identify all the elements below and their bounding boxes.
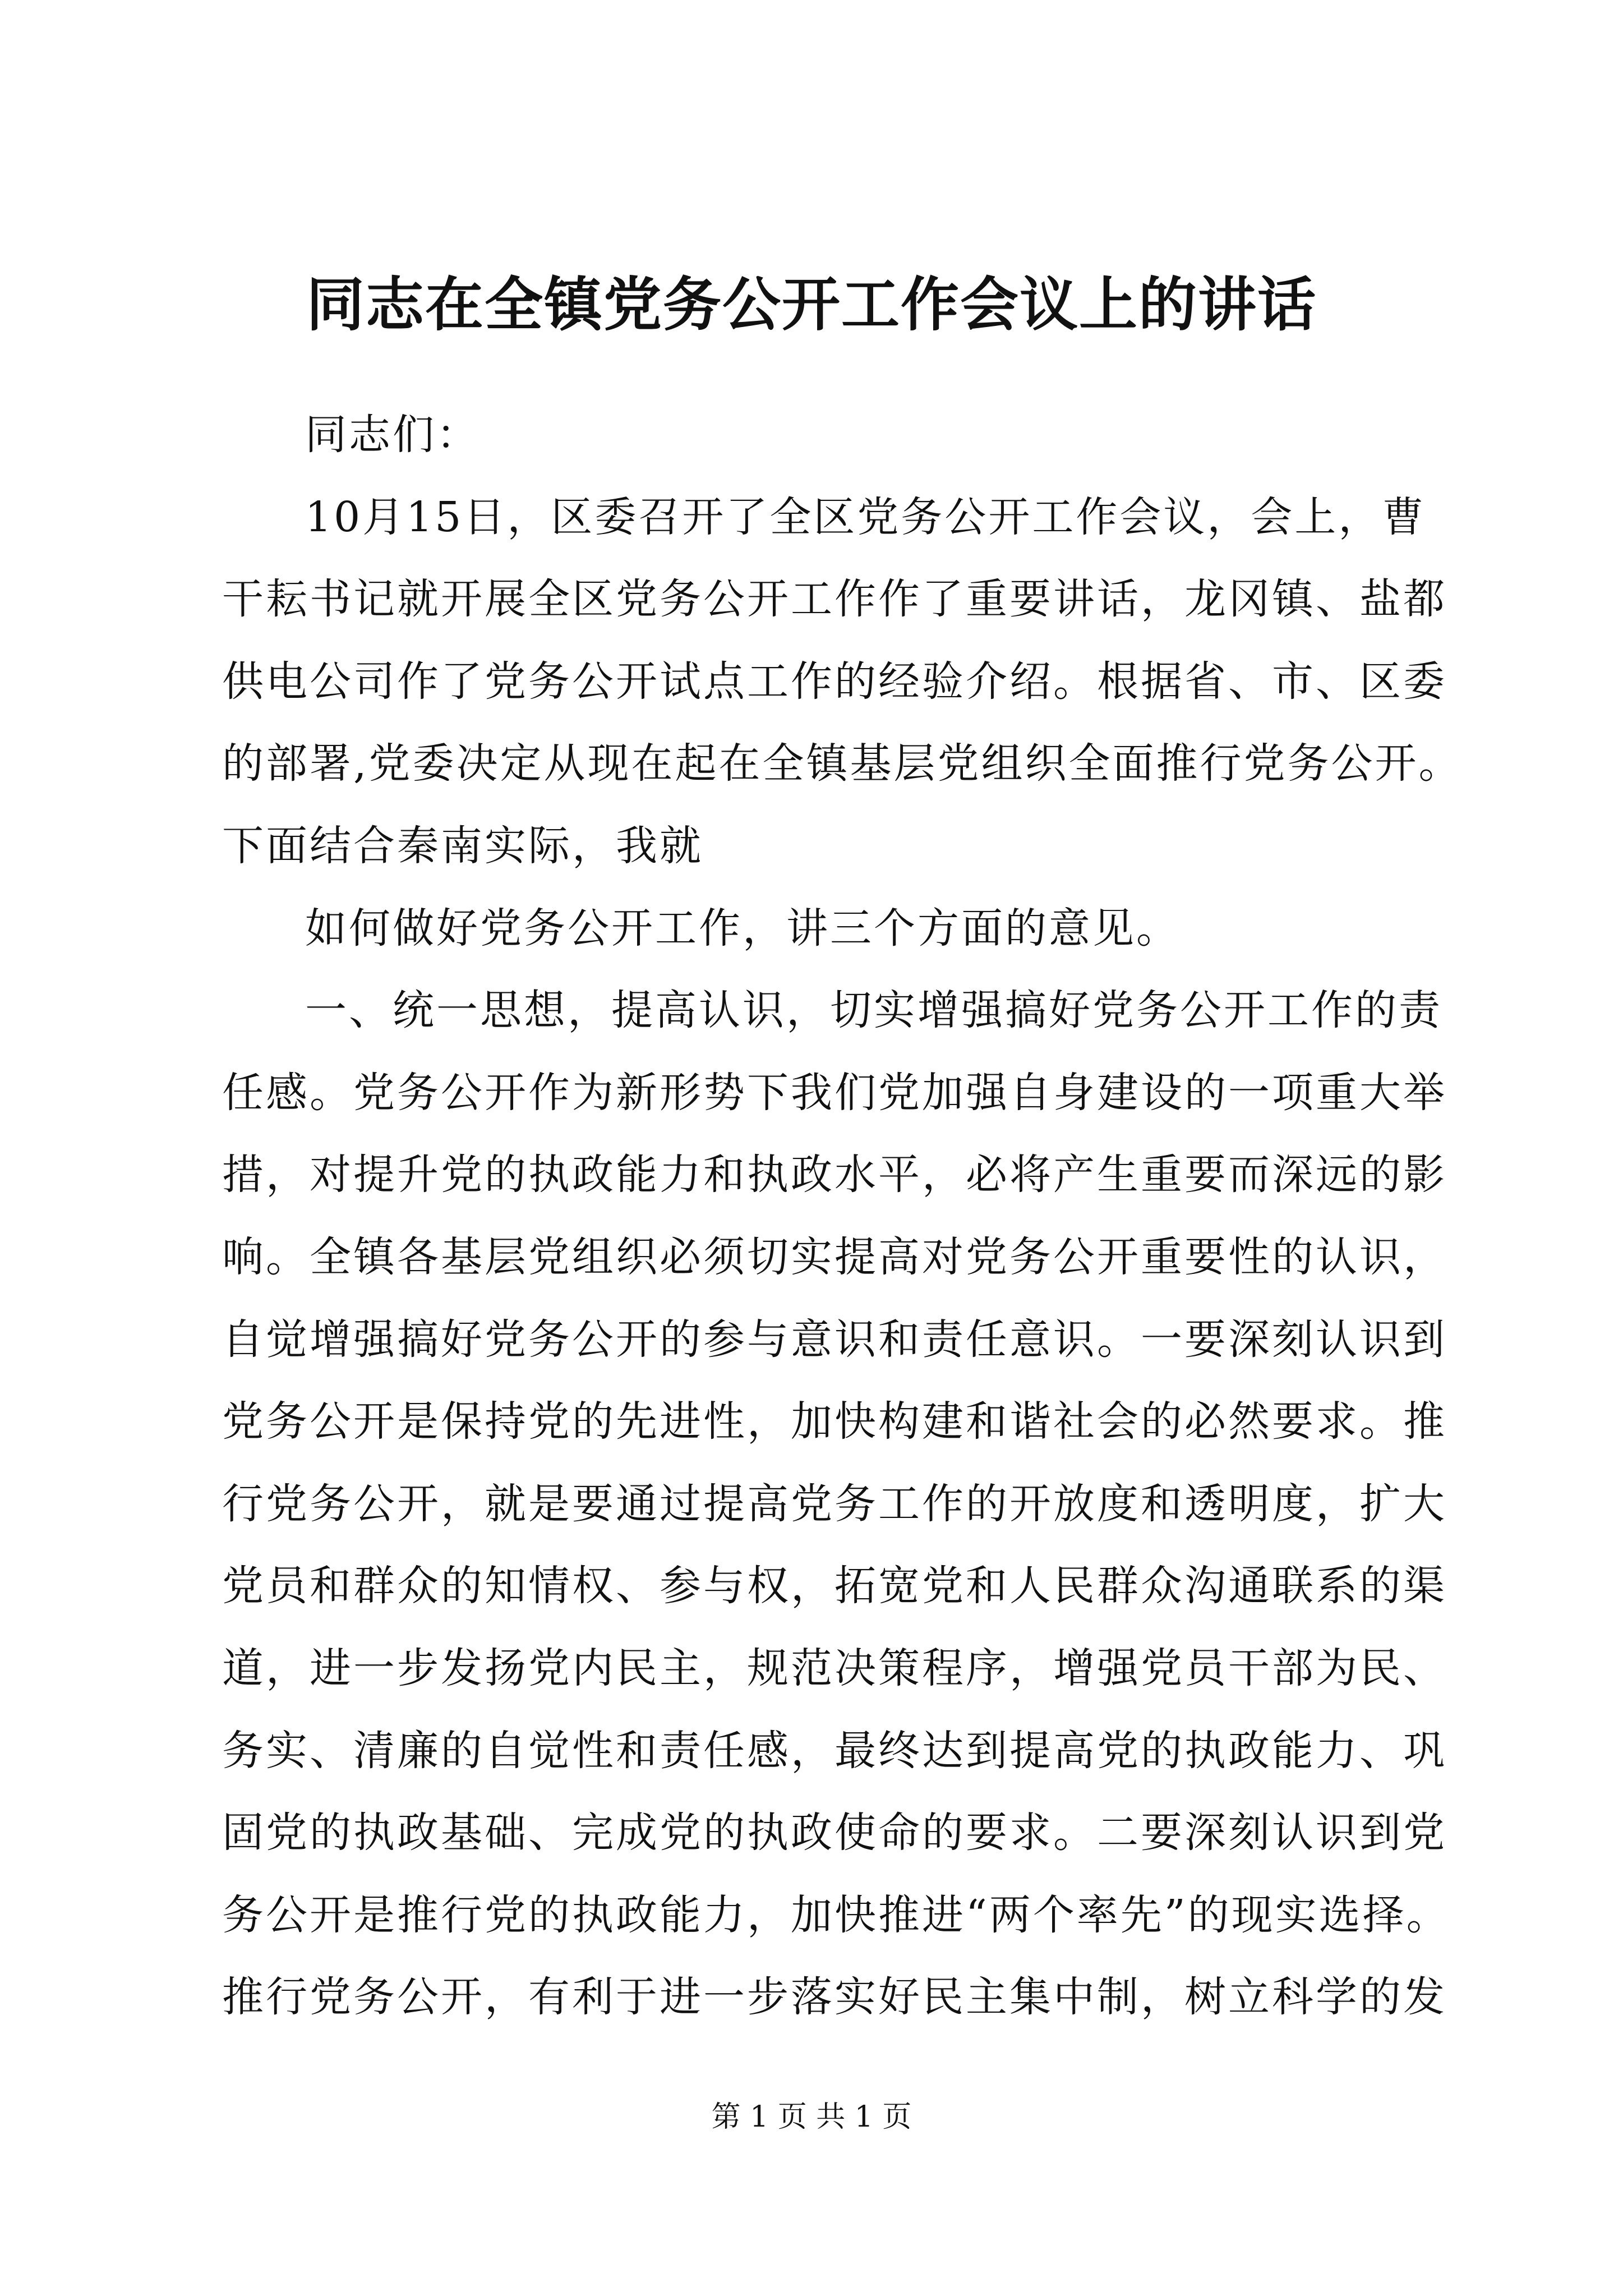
paragraph-line: 固党的执政基础、完成党的执政使命的要求。二要深刻认识到党	[222, 1809, 1447, 1857]
paragraph-line: 党务公开是保持党的先进性，加快构建和谐社会的必然要求。推	[222, 1397, 1447, 1446]
document-body	[222, 394, 1463, 2039]
paragraph-line: 党员和群众的知情权、参与权，拓宽党和人民群众沟通联系的渠	[222, 1562, 1447, 1611]
paragraph-line: 下面结合秦南实际，我就	[222, 821, 703, 870]
page-number-footer: 第 1 页 共 1 页	[711, 2100, 912, 2134]
paragraph-line: 的部署,党委决定从现在起在全镇基层党组织全面推行党务公开。	[222, 739, 1463, 788]
document-title: 同志在全镇党务公开工作会议上的讲话	[306, 270, 1317, 339]
paragraph-line: 响。全镇各基层党组织必须切实提高对党务公开重要性的认识，	[222, 1232, 1447, 1281]
paragraph-line: 务公开是推行党的执政能力，加快推进“两个率先”的现实选择。	[222, 1890, 1450, 1939]
paragraph-line: 干耘书记就开展全区党务公开工作作了重要讲话，龙冈镇、盐都	[222, 575, 1447, 624]
paragraph-line: 措，对提升党的执政能力和执政水平，必将产生重要而深远的影	[222, 1151, 1447, 1199]
section-heading-line: 一、统一思想，提高认识，切实增强搞好党务公开工作的责	[305, 986, 1442, 1035]
paragraph-line: 任感。党务公开作为新形势下我们党加强自身建设的一项重大举	[222, 1068, 1447, 1117]
paragraph-line: 如何做好党务公开工作，讲三个方面的意见。	[305, 904, 1180, 953]
paragraph-line: 供电公司作了党务公开试点工作的经验介绍。根据省、市、区委	[222, 657, 1447, 706]
salutation: 同志们：	[305, 411, 480, 459]
paragraph-line: 自觉增强搞好党务公开的参与意识和责任意识。一要深刻认识到	[222, 1315, 1447, 1364]
paragraph-line: 推行党务公开，有利于进一步落实好民主集中制，树立科学的发	[222, 1973, 1447, 2022]
paragraph-line: 道，进一步发扬党内民主，规范决策程序，增强党员干部为民、	[222, 1644, 1447, 1692]
paragraph-line: 行党务公开，就是要通过提高党务工作的开放度和透明度，扩大	[222, 1479, 1447, 1528]
paragraph-line: 10月15日，区委召开了全区党务公开工作会议，会上，曹	[305, 493, 1426, 541]
paragraph-line: 务实、清廉的自觉性和责任感，最终达到提高党的执政能力、巩	[222, 1726, 1447, 1775]
